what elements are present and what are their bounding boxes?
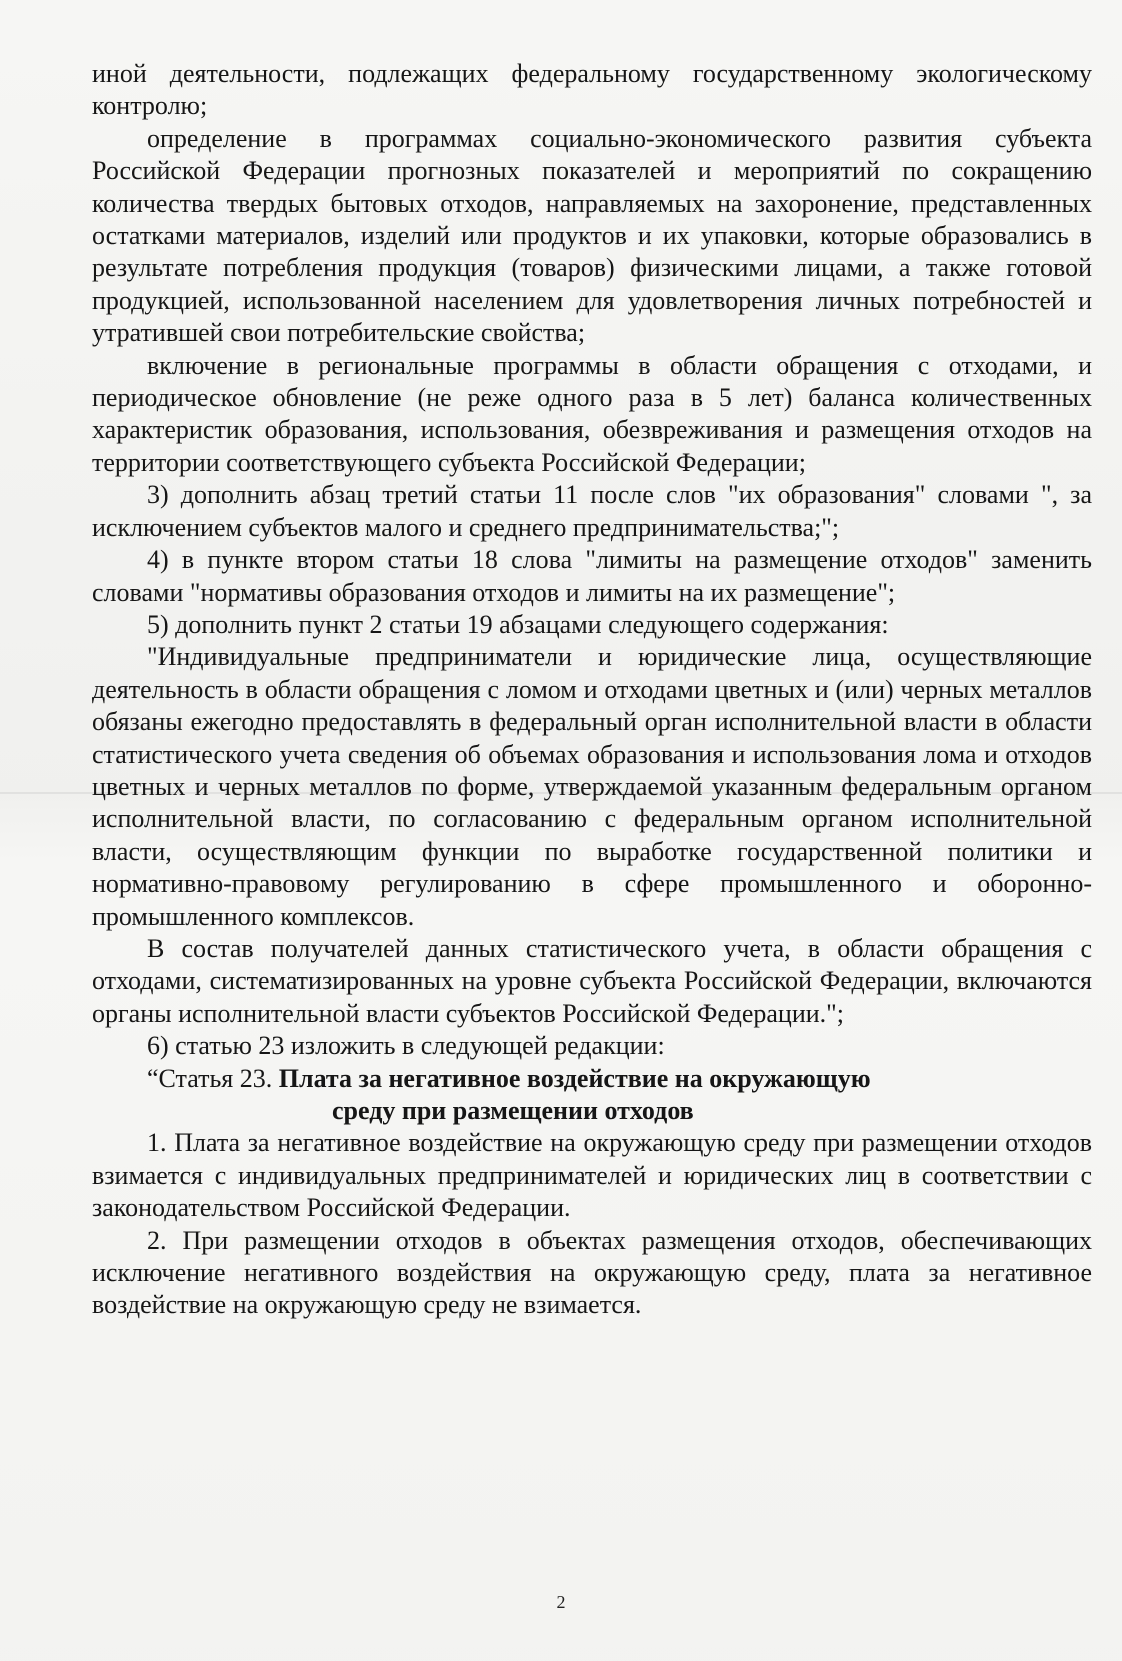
document-body — [92, 58, 1092, 1322]
paragraph-4: 3) дополнить абзац третий статьи 11 после слов "их образования" словами ", за исключением субъектов малого и среднего предпринимательства;"; — [92, 480, 1092, 542]
paragraph-9: 6) статью 23 изложить в следующей редакции: — [147, 1031, 665, 1061]
paragraph-1: иной деятельности, подлежащих федеральному государственному экологическому контролю; — [92, 59, 1092, 121]
paragraph-5: 4) в пункте втором статьи 18 слова "лимиты на размещение отходов" заменить словами "нормативы образования отходов и лимиты на их размещение"; — [92, 545, 1092, 607]
paragraph-2: определение в программах социально-экономического развития субъекта Российской Федерации прогнозных показателей и мероприятий по сокращению количества твердых бытовых отходов, направляемых на захоронение, представленных остатками материалов, изделий или продуктов и их упаковки, которые образовались в результате потребления продукция (товаров) физическими лицами, а также готовой продукцией, использованной населением для удовлетворения личных потребностей и утратившей свои потребительские свойства; — [92, 123, 1092, 348]
paragraph-3: включение в региональные программы в области обращения с отходами, и периодическое обновление (не реже одного раза в 5 лет) баланса количественных характеристик образования, использования, обезвреживания и размещения отходов на территории соответствующего субъекта Российской Федерации; — [92, 350, 1092, 477]
article-heading — [92, 1063, 1092, 1095]
paragraph-8: В состав получателей данных статистического учета, в области обращения с отходами, систематизированных на уровне субъекта Российской Федерации, включаются органы исполнительной власти субъектов Российской Федерации."; — [92, 933, 1092, 1028]
article-title-line2: среду при размещении отходов — [332, 1096, 694, 1125]
article-paragraph-2: 2. При размещении отходов в объектах размещения отходов, обеспечивающих исключение негативного воздействия на окружающую среду, плата за негативное воздействие на окружающую среду не взимается. — [92, 1225, 1092, 1320]
paragraph-6: 5) дополнить пункт 2 статьи 19 абзацами следующего содержания: — [147, 609, 889, 639]
article-title-line1: Плата за негативное воздействие на окружающую — [278, 1063, 871, 1093]
page-number: 2 — [556, 1592, 566, 1612]
paragraph-7: "Индивидуальные предприниматели и юридические лица, осуществляющие деятельность в области обращения с ломом и отходами цветных и (или) черных металлов обязаны ежегодно предоставлять в федеральный орган исполнительной власти в области статистического учета сведения об объемах образования и использования лома и отходов цветных и черных металлов по форме, утверждаемой указанным федеральным органом исполнительной власти, по согласованию с федеральным органом исполнительной власти, осуществляющим функции по выработке государственной политики и нормативно-правовому регулированию в сфере промышленного и оборонно-промышленного комплексов. — [92, 642, 1092, 931]
article-paragraph-1: 1. Плата за негативное воздействие на окружающую среду при размещении отходов взимается с индивидуальных предпринимателей и юридических лиц в соответствии с законодательством Российской Федерации. — [92, 1128, 1092, 1223]
article-number: “Статья 23. — [147, 1063, 273, 1093]
